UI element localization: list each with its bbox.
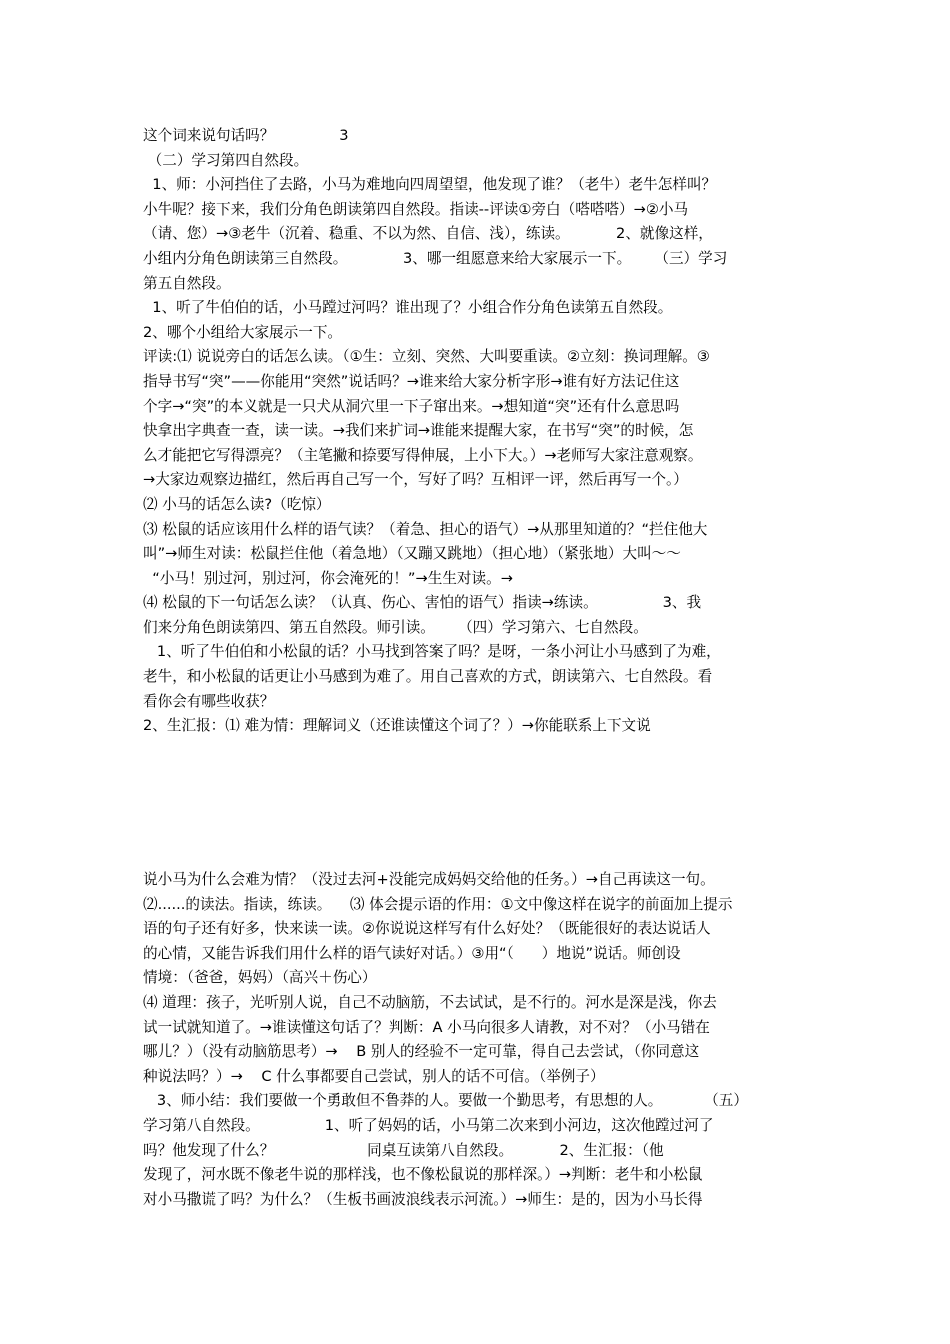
text-line: 情境：（爸爸，妈妈）（高兴＋伤心）: [143, 969, 377, 987]
text-line: 指导书写“突”——你能用“突然”说话吗？→谁来给大家分析字形→谁有好方法记住这: [143, 372, 680, 390]
text-line: 小牛呢？接下来，我们分角色朗读第四自然段。指读--评读①旁白（嗒嗒嗒）→②小马: [143, 200, 689, 218]
text-line: 试一试就知道了。→谁读懂这句话了？判断：A 小马向很多人请教，对不对？（小马错在: [143, 1018, 710, 1036]
text-line: 看你会有哪些收获？: [143, 692, 275, 710]
text-line: 学习第八自然段。 1、听了妈妈的话，小马第二次来到小河边，这次他蹚过河了: [143, 1116, 714, 1134]
text-line: 语的句子还有好多，快来读一读。②你说说这样写有什么好处？（既能很好的表达说话人: [143, 920, 711, 938]
text-line: 叫”→师生对读：松鼠拦住他（着急地）（又蹦又跳地）（担心地）（紧张地）大叫～～: [143, 545, 681, 563]
text-line: 1、师：小河挡住了去路，小马为难地向四周望望，他发现了谁？（老牛）老牛怎样叫？: [143, 176, 717, 194]
text-line: 2、生汇报：⑴ 难为情：理解词义（还谁读懂这个词了？）→你能联系上下文说: [143, 717, 651, 735]
text-line: ⑷ 道理：孩子，光听别人说，自己不动脑筋，不去试试，是不行的。河水是深是浅，你去: [143, 993, 717, 1011]
text-line: 对小马撒谎了吗？为什么？（生板书画波浪线表示河流。）→师生：是的，因为小马长得: [143, 1190, 703, 1208]
text-block-upper: [143, 124, 813, 739]
text-line: 老牛，和小松鼠的话更让小马感到为难了。用自己喜欢的方式，朗读第六、七自然段。看: [143, 668, 713, 686]
text-line: ⑶ 松鼠的话应该用什么样的语气读？（着急、担心的语气）→从那里知道的？“拦住他大: [143, 520, 708, 538]
text-line: （二）学习第四自然段。: [143, 151, 309, 169]
text-line: 哪儿？）（没有动脑筋思考）→ B 别人的经验不一定可靠，得自己去尝试，（你同意这: [143, 1043, 700, 1061]
text-line: 的心情，又能告诉我们用什么样的语气读好对话。）③用“（ ）地说”说话。师创设: [143, 944, 681, 962]
text-line: 吗？他发现了什么？ 同桌互读第八自然段。 2、生汇报：（他: [143, 1141, 664, 1159]
text-line: 个字→“突”的本义就是一只犬从洞穴里一下子窜出来。→想知道“突”还有什么意思吗: [143, 397, 680, 415]
text-line: 发现了，河水既不像老牛说的那样浅，也不像松鼠说的那样深。）→判断：老牛和小松鼠: [143, 1166, 703, 1184]
text-line: “小马！别过河，别过河，你会淹死的！”→生生对读。→: [143, 569, 513, 587]
text-line: ⑷ 松鼠的下一句话怎么读？（认真、伤心、害怕的语气）指读→练读。 3、我: [143, 594, 702, 612]
text-line: 1、听了牛伯伯的话，小马蹚过河吗？谁出现了？小组合作分角色读第五自然段。: [143, 299, 673, 317]
text-block-lower: [143, 868, 813, 1212]
text-line: ⑵......的读法。指读，练读。 ⑶ 体会提示语的作用：①文中像这样在说字的前面加上提示: [143, 895, 733, 913]
text-line: 小组内分角色朗读第三自然段。 3、哪一组愿意来给大家展示一下。 （三）学习: [143, 249, 728, 267]
text-line: 第五自然段。: [143, 274, 231, 292]
text-line: →大家边观察边描红，然后再自己写一个，写好了吗？互相评一评，然后再写一个。）: [143, 471, 688, 489]
text-line: 么才能把它写得漂亮？（主笔撇和捺要写得伸展，上小下大。）→老师写大家注意观察。: [143, 446, 703, 464]
text-line: （请、您）→③老牛（沉着、稳重、不以为然、自信、浅），练读。 2、就像这样，: [143, 225, 713, 243]
text-line: 种说法吗？）→ C 什么事都要自己尝试，别人的话不可信。（举例子）: [143, 1067, 605, 1085]
text-line: 2、哪个小组给大家展示一下。: [143, 323, 343, 341]
text-line: 们来分角色朗读第四、第五自然段。师引读。 （四）学习第六、七自然段。: [143, 618, 648, 636]
text-line: ⑵ 小马的话怎么读?（吃惊）: [143, 495, 331, 513]
text-line: 这个词来说句话吗？ 3: [143, 127, 349, 144]
text-line: 说小马为什么会难为情？（没过去河+没能完成妈妈交给他的任务。）→自己再读这一句。: [143, 871, 715, 888]
text-line: 快拿出字典查一查，读一读。→我们来扩词→谁能来提醒大家，在书写“突”的时候，怎: [143, 422, 694, 440]
text-line: 评读:⑴ 说说旁白的话怎么读。（①生：立刻、突然、大叫要重读。②立刻：换词理解。③: [143, 348, 710, 366]
text-line: 3、师小结：我们要做一个勇敢但不鲁莽的人。要做一个勤思考，有思想的人。 （五）: [143, 1092, 748, 1110]
text-line: 1、听了牛伯伯和小松鼠的话？小马找到答案了吗？是呀，一条小河让小马感到了为难，: [143, 643, 721, 661]
